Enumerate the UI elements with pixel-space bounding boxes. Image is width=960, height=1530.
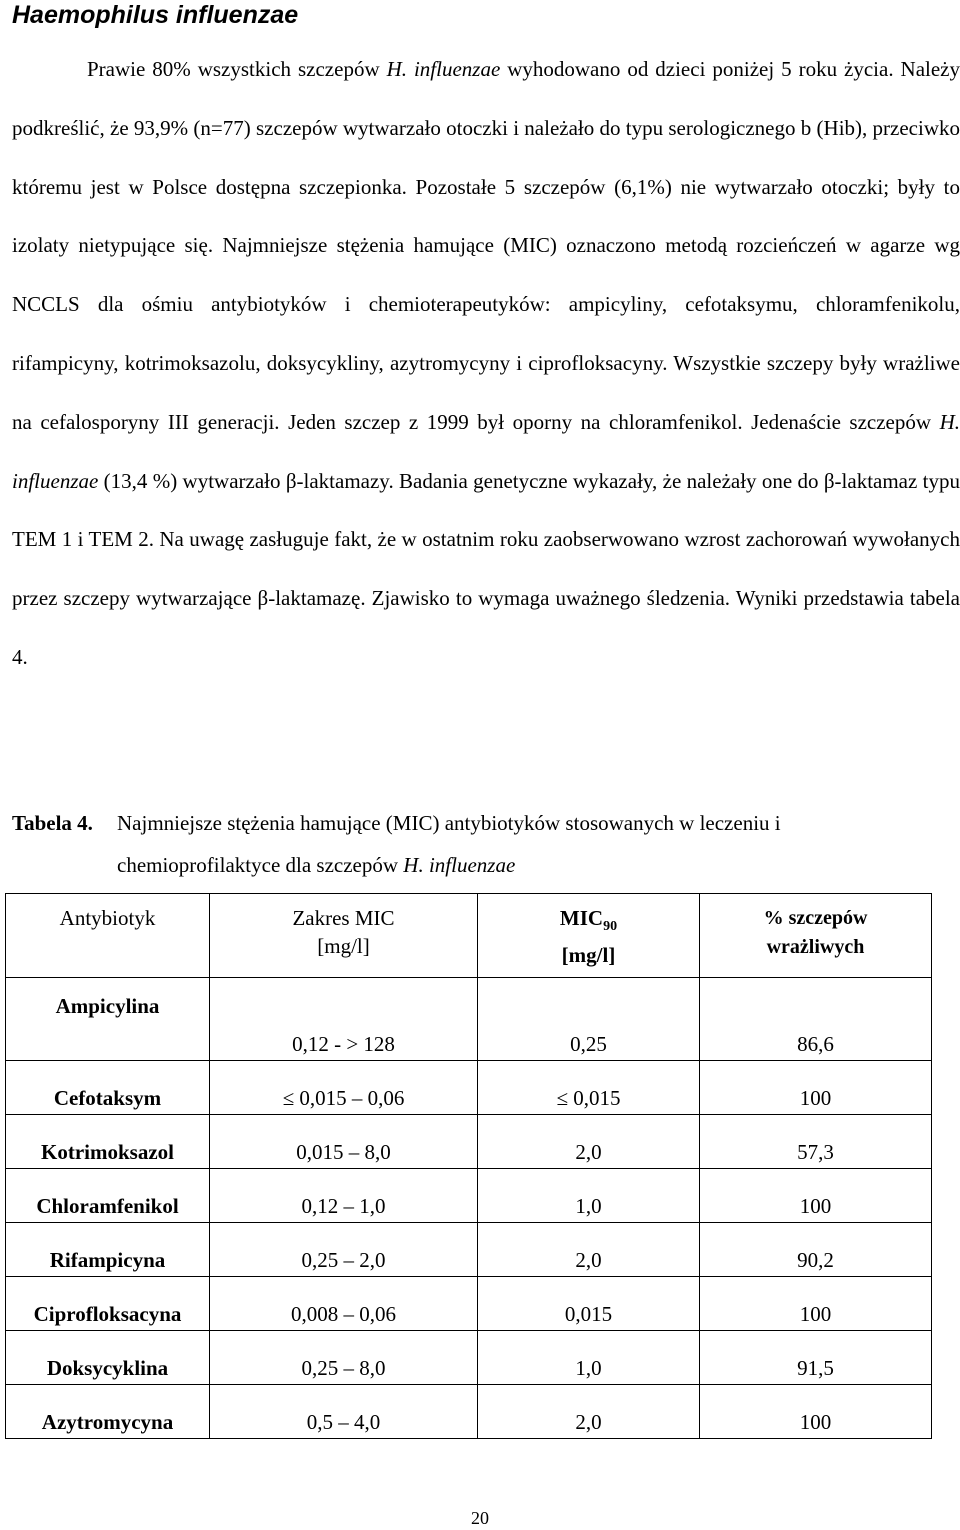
cell-antibiotic: Doksycyklina (6, 1331, 210, 1385)
table-caption-line (117, 850, 515, 880)
cell-antibiotic: Cefotaksym (6, 1061, 210, 1115)
table-caption-label: Tabela 4. (12, 811, 93, 835)
header-mic90-base: MIC (559, 906, 604, 930)
header-mic-range (210, 894, 478, 978)
cell-sensitive-pct: 100 (700, 1277, 932, 1331)
body-paragraph (12, 40, 960, 687)
cell-mic-range: 0,12 - > 128 (210, 978, 478, 1061)
cell-sensitive-pct: 91,5 (700, 1331, 932, 1385)
cell-antibiotic: Chloramfenikol (6, 1169, 210, 1223)
table-row (6, 1223, 932, 1277)
section-heading: Haemophilus influenzae (12, 1, 299, 29)
cell-mic90: 1,0 (478, 1169, 700, 1223)
cell-sensitive-pct: 100 (700, 1061, 932, 1115)
cell-mic90: ≤ 0,015 (478, 1061, 700, 1115)
paragraph-segment: wyhodowano od dzieci poniżej 5 roku życia. Należy podkreślić, że 93,9% (n=77) szczepów wytwarzało otoczki i należało do typu serologicznego b (Hib), przeciwko któremu jest w Polsce dostępna szczepionka. Pozostałe 5 szczepów (6,1%) nie wytwarzało otoczki; były to izolaty nietypujące się. Najmniejsze stężenia hamujące (MIC) oznaczono metodą rozcieńczeń w agarze wg NCCLS dla ośmiu antybiotyków i chemioterapeutyków: ampicyliny, cefotaksymu, chloramfenikolu, rifampicyny, kotrimoksazolu, doksycykliny, azytromycyny i ciprofloksacyny. Wszystkie szczepy były wrażliwe na cefalosporyny III generacji. Jeden szczep z 1999 był oporny na chloramfenikol. Jedenaście szczepów (12, 57, 960, 434)
header-sensitive-pct-line2: wrażliwych (766, 936, 865, 958)
table-row (6, 1115, 932, 1169)
cell-mic-range: 0,25 – 2,0 (210, 1223, 478, 1277)
paragraph-segment-italic: H. influenzae (12, 409, 960, 493)
cell-antibiotic: Azytromycyna (6, 1385, 210, 1439)
table-row (6, 1385, 932, 1439)
cell-mic-range: ≤ 0,015 – 0,06 (210, 1061, 478, 1115)
header-mic90-unit: [mg/l] (561, 943, 616, 968)
cell-mic-range: 0,5 – 4,0 (210, 1385, 478, 1439)
cell-mic90: 2,0 (478, 1385, 700, 1439)
cell-sensitive-pct: 90,2 (700, 1223, 932, 1277)
table-row (6, 1169, 932, 1223)
header-sensitive-pct-line1: % szczepów (763, 907, 868, 929)
cell-mic-range: 0,12 – 1,0 (210, 1169, 478, 1223)
header-mic90 (478, 894, 700, 978)
cell-mic-range: 0,015 – 8,0 (210, 1115, 478, 1169)
header-sensitive-pct (700, 894, 932, 978)
table-caption-italic: H. influenzae (403, 853, 516, 877)
cell-mic90: 0,25 (478, 978, 700, 1061)
table-caption-line: Najmniejsze stężenia hamujące (MIC) antybiotyków stosowanych w leczeniu i (117, 811, 781, 835)
cell-antibiotic: Ampicylina (6, 978, 210, 1061)
cell-sensitive-pct: 86,6 (700, 978, 932, 1061)
cell-mic90: 0,015 (478, 1277, 700, 1331)
cell-mic90: 2,0 (478, 1223, 700, 1277)
paragraph-segment: (13,4 %) wytwarzało β-laktamazy. Badania genetyczne wykazały, że należały one do β-laktamaz typu TEM 1 i TEM 2. Na uwagę zasługuje fakt, że w ostatnim roku zaobserwowano wzrost zachorowań wywołanych przez szczepy wytwarzające β-laktamazę. Zjawisko to wymaga uważnego śledzenia. Wyniki przedstawia tabela 4. (12, 468, 960, 669)
header-mic-range-line1: Zakres MIC (292, 906, 395, 930)
table-row (6, 978, 932, 1061)
header-mic-range-line2: [mg/l] (317, 934, 370, 958)
cell-antibiotic: Kotrimoksazol (6, 1115, 210, 1169)
paragraph-segment: Prawie 80% wszystkich szczepów (87, 57, 387, 81)
table-row (6, 1277, 932, 1331)
cell-antibiotic: Ciprofloksacyna (6, 1277, 210, 1331)
table-row (6, 1331, 932, 1385)
header-antibiotic: Antybiotyk (6, 894, 210, 978)
cell-sensitive-pct: 100 (700, 1169, 932, 1223)
cell-sensitive-pct: 57,3 (700, 1115, 932, 1169)
table-caption-text: chemioprofilaktyce dla szczepów (117, 853, 404, 877)
mic-table (5, 893, 932, 1439)
cell-sensitive-pct: 100 (700, 1385, 932, 1439)
paragraph-segment-italic: H. influenzae (386, 57, 501, 81)
table-row (6, 1061, 932, 1115)
cell-mic90: 1,0 (478, 1331, 700, 1385)
cell-mic-range: 0,25 – 8,0 (210, 1331, 478, 1385)
cell-mic90: 2,0 (478, 1115, 700, 1169)
cell-antibiotic: Rifampicyna (6, 1223, 210, 1277)
header-mic90-sub: 90 (603, 919, 618, 935)
cell-mic-range: 0,008 – 0,06 (210, 1277, 478, 1331)
page-number: 20 (471, 1508, 489, 1528)
table-header-row (6, 894, 932, 978)
